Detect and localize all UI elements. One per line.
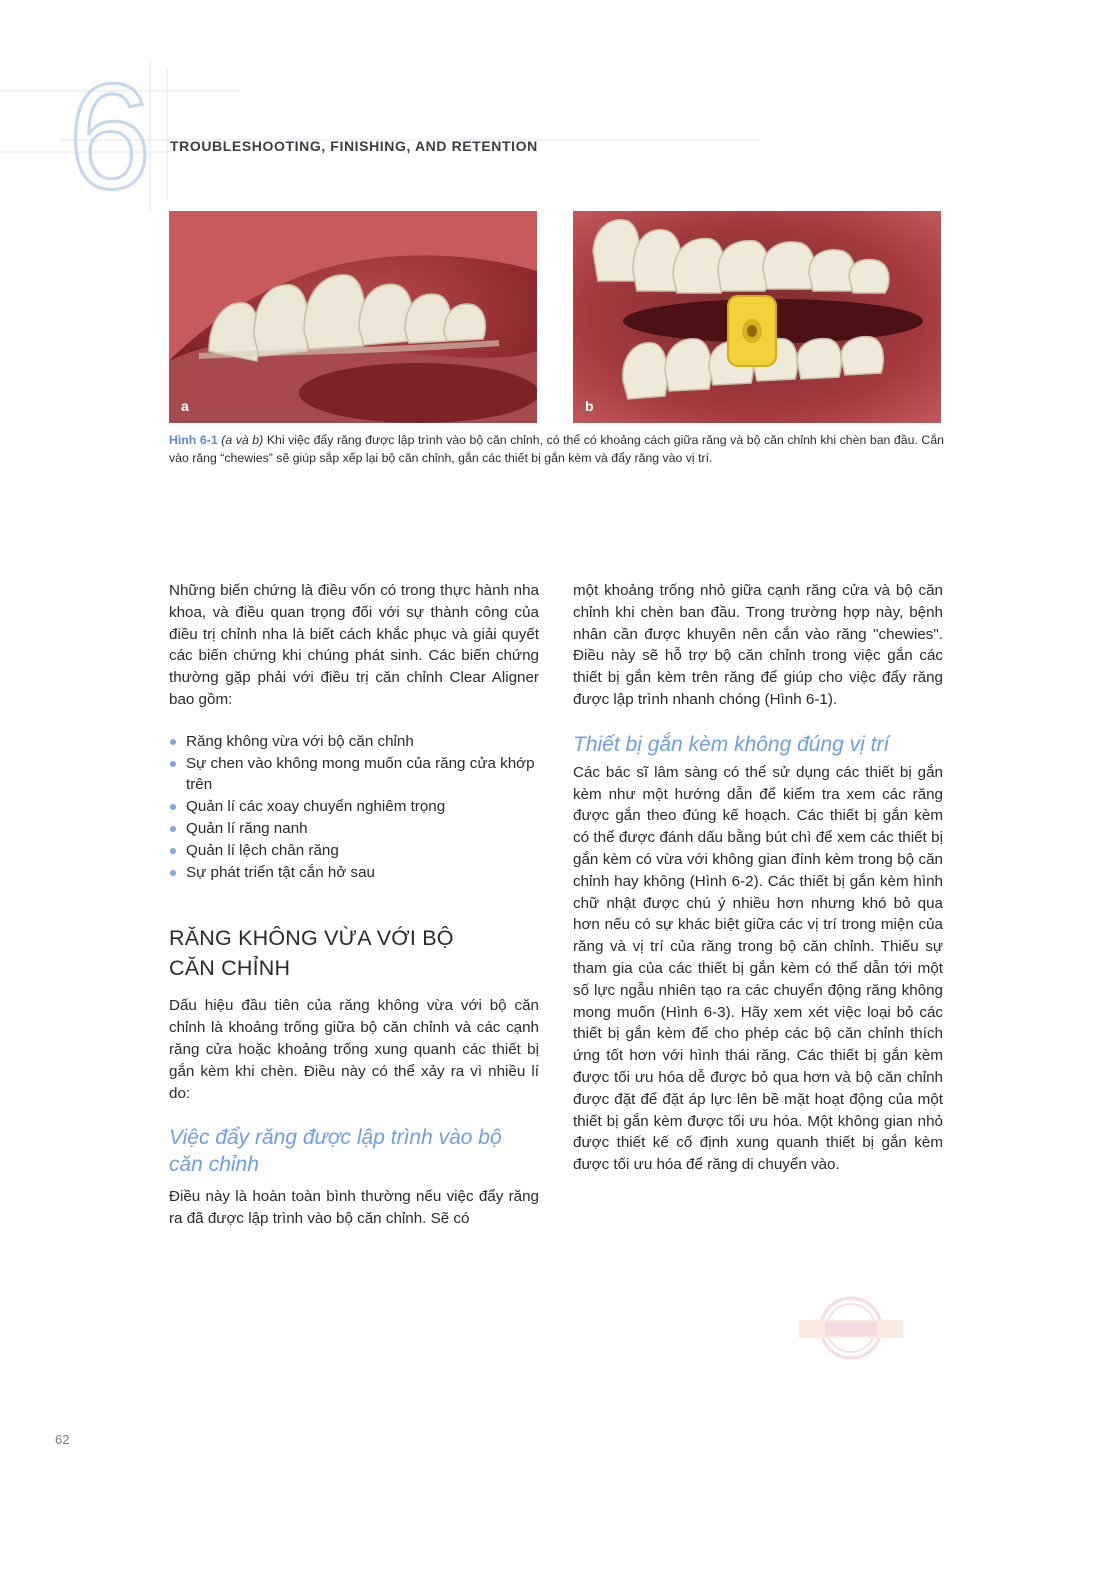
watermark-stamp bbox=[795, 1290, 907, 1370]
bullet-icon bbox=[170, 870, 176, 876]
page-number: 62 bbox=[55, 1432, 70, 1447]
figure-label-a: a bbox=[181, 398, 189, 414]
bullet-icon bbox=[170, 848, 176, 854]
intro-paragraph: Những biến chứng là điều vốn có trong thực hành nha khoa, và điều quan trọng đối với sự thành công của điều trị chỉnh nha là biết cách khắc phục và giải quyết các biến chứng khi chúng phát sinh. Các biến chứng thường gặp phải với điều trị căn chỉnh Clear Aligner bao gồm: bbox=[169, 582, 539, 708]
subheading-attachment-position: Thiết bị gắn kèm không đúng vị trí bbox=[573, 732, 890, 756]
bullet-icon bbox=[170, 761, 176, 767]
caption-text: Khi việc đẩy răng được lập trình vào bộ căn chỉnh, có thể có khoảng cách giữa răng và bộ căn chỉnh khi chèn ban đầu. Cắn vào răng “chewies” sẽ giúp sắp xếp lại bộ căn chỉnh, gắn các thiết bị gắn kèm và đẩy răng vào vị trí. bbox=[169, 433, 944, 465]
caption-subfigures: (a và b) bbox=[221, 433, 264, 447]
list-item: Quản lí lệch chân răng bbox=[169, 840, 539, 862]
subheading-programmed-expansion: Việc đẩy răng được lập trình vào bộ căn chỉnh bbox=[169, 1126, 502, 1177]
figure-label-b: b bbox=[585, 398, 594, 414]
list-item: Răng không vừa với bộ căn chỉnh bbox=[169, 731, 539, 753]
figure-photo-a bbox=[169, 211, 537, 423]
chapter-title: TROUBLESHOOTING, FINISHING, AND RETENTION bbox=[170, 138, 538, 154]
attachment-paragraph: Các bác sĩ lâm sàng có thể sử dụng các thiết bị gắn kèm như một hướng dẫn để kiểm tra xem các răng được gắn theo đúng kế hoạch. Các thiết bị gắn kèm có thể được đánh dấu bằng bút chì để xem các thiết bị gắn kèm có vừa với không gian đính kèm trong bộ căn chỉnh hay không (Hình 6-2). Các thiết bị gắn kèm hình chữ nhật được chú ý nhiều hơn nhưng khó bỏ qua hơn nếu có sự khác biệt giữa các vị trí trong miện của răng và vị trí của răng trong bộ căn chỉnh. Thiếu sự tham gia của các thiết bị gắn kèm có thể dẫn tới một số lực ngẫu nhiên tạo ra các chuyển động răng không mong muốn (Hình 6-3). Hãy xem xét việc loại bỏ các thiết bị gắn kèm để cho phép các bộ căn chỉnh thích ứng tốt hơn với hình thái răng. Các thiết bị gắn kèm được tối ưu hóa dễ được bỏ qua hơn và bộ căn chỉnh được đặt để đặt áp lực lên bề mặt hoạt động của một thiết bị gắn kèm được tối ưu hóa. Một không gian nhỏ được thiết kế cố định xung quanh thiết bị gắn kèm được tối ưu hóa để răng di chuyển vào. bbox=[573, 763, 943, 1174]
chapter-number-graphic bbox=[0, 60, 760, 210]
bullet-icon bbox=[170, 804, 176, 810]
left-column bbox=[169, 580, 539, 1230]
figure-photo-b bbox=[573, 211, 941, 423]
bullet-icon bbox=[170, 826, 176, 832]
section-heading: RĂNG KHÔNG VỪA VỚI BỘ CĂN CHỈNH bbox=[169, 926, 454, 981]
bullet-icon bbox=[170, 739, 176, 745]
chapter-number: 6 bbox=[68, 60, 152, 210]
list-item: Sự chen vào không mong muốn của răng cửa khớp trên bbox=[169, 753, 539, 797]
chewie-roll bbox=[728, 296, 776, 366]
right-column bbox=[573, 580, 943, 1176]
dental-photo-b bbox=[573, 211, 941, 423]
figure-caption bbox=[169, 431, 944, 467]
list-item: Quản lí các xoay chuyển nghiêm trọng bbox=[169, 796, 539, 818]
subsection-paragraph: Điều này là hoàn toàn bình thường nếu việc đẩy răng ra đã được lập trình vào bộ căn chỉnh. Sẽ có bbox=[169, 1188, 539, 1228]
caption-number: Hình 6-1 bbox=[169, 433, 218, 447]
list-item: Sự phát triển tật cắn hở sau bbox=[169, 862, 539, 884]
continued-paragraph: một khoảng trống nhỏ giữa cạnh răng cửa và bộ căn chỉnh khi chèn ban đầu. Trong trường hợp này, bệnh nhân cần được khuyên nên cắn vào răng "chewies". Điều này sẽ hỗ trợ bộ căn chỉnh trong việc gắn các thiết bị gắn kèm trên răng để giúp cho việc đẩy răng được lập trình nhanh chóng (Hình 6-1). bbox=[573, 582, 943, 708]
complications-list bbox=[169, 731, 539, 884]
dental-photo-a bbox=[169, 211, 537, 423]
section-paragraph: Dấu hiệu đầu tiên của răng không vừa với bộ căn chỉnh là khoảng trống giữa bộ căn chỉnh và các cạnh răng cửa hoặc khoảng trống xung quanh các thiết bị gắn kèm khi chèn. Điều này có thể xảy ra vì nhiều lí do: bbox=[169, 997, 539, 1102]
list-item: Quản lí răng nanh bbox=[169, 818, 539, 840]
